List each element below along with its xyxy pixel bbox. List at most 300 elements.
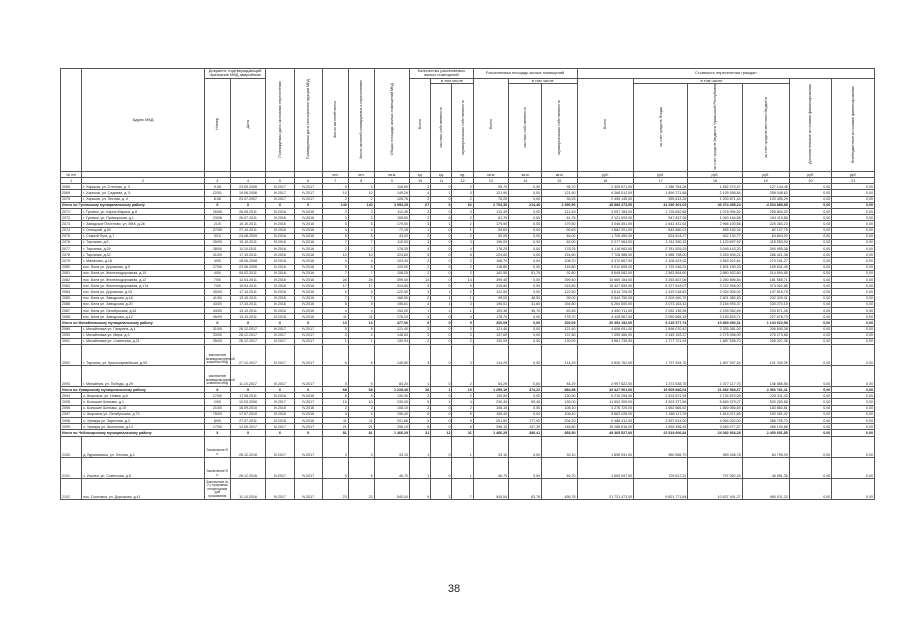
table-cell: 6 (322, 345, 348, 366)
table-cell: пос. Бела ул. Октябрьская, д.61 (82, 307, 205, 313)
resettlement-registry-table (60, 68, 875, 500)
table-cell: 1 120 697,92 (688, 239, 742, 245)
table-cell: IV.2016 (294, 295, 322, 301)
unit-cell: руб. (789, 172, 831, 178)
table-cell: 61,76 (542, 215, 577, 221)
table-cell: IV.2016 (294, 393, 322, 399)
table-cell: 24.08.2009 (230, 233, 265, 239)
column-number-cell: 14 (509, 178, 542, 184)
table-body (61, 184, 875, 499)
table-cell: 9 (452, 320, 473, 326)
table-cell: 315,80 (473, 283, 508, 289)
table-cell: 0,00 (789, 233, 831, 239)
table-cell: 1 (452, 307, 473, 313)
header-total-area: Общая площадь жилых помещений МКД (374, 69, 409, 172)
column-number-cell: 2 (82, 178, 205, 184)
table-cell: 942 132,77 (688, 233, 742, 239)
table-cell: X (294, 320, 322, 326)
table-cell: 399,40 (542, 277, 577, 283)
table-cell: 183 261,02 (742, 411, 789, 417)
table-cell: IV.2017 (266, 399, 294, 405)
table-cell: 884,98 (542, 387, 577, 393)
table-cell: 19.06.2006 (230, 190, 265, 196)
table-cell: 3 263 837,06 (634, 277, 688, 283)
header-address: Адрес МКД (82, 69, 205, 172)
table-cell: 8 (348, 233, 374, 239)
table-cell: IV.2016 (266, 264, 294, 270)
table-cell: 0,00 (789, 215, 831, 221)
table-cell: 5 (348, 289, 374, 295)
table-cell: 232 329,31 (742, 295, 789, 301)
table-cell: 0,00 (789, 190, 831, 196)
table-cell: 0,00 (509, 196, 542, 202)
table-cell: 0,00 (509, 227, 542, 233)
table-cell: 0,00 (789, 252, 831, 258)
table-cell: 0 (431, 252, 452, 258)
table-cell: 41/00 (204, 295, 230, 301)
column-number-cell: 20 (789, 178, 831, 184)
table-cell: 3 (348, 208, 374, 214)
table-cell: Заключение б/н (204, 457, 230, 478)
table-cell: 5 649 082,00 (577, 270, 634, 276)
table-cell: 1 777 721,94 (634, 338, 688, 344)
table-cell: 19 605 846,03 (634, 387, 688, 393)
column-number-cell: 16 (577, 178, 634, 184)
table-cell: 2 (410, 405, 431, 411)
table-cell: 2 (452, 215, 473, 221)
table-cell: г. Заводское Плотново, ул. МКК, д.26 (82, 221, 205, 227)
table-cell: 2079 (61, 258, 82, 264)
table-cell: 196,61 (374, 301, 409, 307)
table-cell: 0,00 (509, 326, 542, 332)
table-cell: 0 (431, 283, 452, 289)
table-cell: 181 565,71 (742, 277, 789, 283)
table-cell: 1 (452, 227, 473, 233)
table-cell: 5 644 750,00 (577, 295, 634, 301)
table-cell: 43,00 (374, 233, 409, 239)
table-cell: 13.10.2011 (230, 314, 265, 320)
table-cell: 137,60 (542, 332, 577, 338)
table-cell: IV.2017 (294, 326, 322, 332)
table-cell: 0 (431, 405, 452, 411)
table-cell: 178,25 (542, 246, 577, 252)
table-cell: X (230, 430, 265, 436)
table-cell: 2 (452, 221, 473, 227)
table-cell: 0,00 (509, 184, 542, 190)
table-cell: 3 (322, 184, 348, 190)
table-cell: 4 (410, 246, 431, 252)
table-cell: 2065 (61, 184, 82, 190)
table-cell: 154,00 (374, 307, 409, 313)
table-cell: 0,00 (789, 345, 831, 366)
table-cell: 2080 (61, 264, 82, 270)
table-cell: 0 (431, 277, 452, 283)
header-area-municipal: муниципальная собственность (542, 84, 577, 172)
table-cell: 95,40 (509, 399, 542, 405)
table-cell: 399,40 (473, 277, 508, 283)
table-cell: д. Вурманкасы, ул. Лесная, д.1 (82, 436, 205, 457)
table-cell: 7/00 (204, 277, 230, 283)
table-cell: 17.10.2011 (230, 252, 265, 258)
table-cell: 3 (410, 345, 431, 366)
table-cell: 5 210 295,00 (577, 393, 634, 399)
unit-cell: руб. (742, 172, 789, 178)
table-cell: 84,29 (542, 366, 577, 387)
table-cell: 4 (348, 332, 374, 338)
table-cell: 46,70 (542, 457, 577, 478)
table-cell: 9/10 (204, 233, 230, 239)
table-cell: 1 452 274,47 (688, 184, 742, 190)
table-cell: 108,70 (542, 258, 577, 264)
column-number-cell: 3 (204, 178, 230, 184)
table-cell: 5 (452, 252, 473, 258)
table-cell: 0,00 (789, 424, 831, 430)
table-cell: X (204, 430, 230, 436)
table-cell: X (266, 202, 294, 208)
table-cell: 41 290 401,03 (634, 202, 688, 208)
table-cell: 1 286 754,08 (634, 184, 688, 190)
table-cell: 148,80 (542, 424, 577, 430)
table-cell: 21 (348, 424, 374, 430)
table-cell: 67 (410, 202, 431, 208)
table-cell: 13.10.2011 (230, 295, 265, 301)
table-cell: 17 (348, 283, 374, 289)
table-cell: 960 011,32 (742, 478, 789, 499)
table-cell: 7 (322, 270, 348, 276)
table-cell: X (294, 202, 322, 208)
table-cell: 2083 (61, 283, 82, 289)
table-cell: 64 803,00 (742, 233, 789, 239)
table-cell: 1 (410, 457, 431, 478)
table-cell: 5 (348, 301, 374, 307)
table-cell: IV.2016 (294, 239, 322, 245)
table-cell: IV.2016 (294, 301, 322, 307)
table-cell: 30,00 (473, 233, 508, 239)
table-cell: 26/06 (204, 208, 230, 214)
table-cell: 214,46 (509, 202, 542, 208)
table-cell: 3 (452, 301, 473, 307)
table-cell: 5 669 379,27 (688, 399, 742, 405)
table-cell: 169 631,49 (742, 264, 789, 270)
table-cell: 390 995,38 (742, 246, 789, 252)
table-cell: 624 514,27 (634, 233, 688, 239)
table-cell: 31 (452, 430, 473, 436)
table-cell: 2 260 896,84 (688, 277, 742, 283)
table-cell: 4 (348, 411, 374, 417)
unit-cell: чел. (348, 172, 374, 178)
table-cell: 0 (431, 332, 452, 338)
table-cell: 1 (452, 457, 473, 478)
table-cell: IV.2016 (294, 289, 322, 295)
column-number-cell: 10 (410, 178, 431, 184)
table-cell: 2 (348, 405, 374, 411)
table-cell: 0 (431, 345, 452, 366)
header-doc-number: Номер (204, 78, 230, 171)
table-cell: 9 488 412,00 (577, 418, 634, 424)
table-cell: IV.2016 (266, 307, 294, 313)
table-cell: 1 228,40 (374, 387, 409, 393)
table-cell: 2 335 381,00 (688, 326, 742, 332)
table-cell: пос. Бела ул. Дорожная, д.9 (82, 264, 205, 270)
table-cell: г. Михайловка ул. Мира, д.3 (82, 332, 205, 338)
table-cell: 2 563 322,61 (688, 258, 742, 264)
table-cell: 5 377 619,07 (634, 283, 688, 289)
header-count-incl: в том числе (431, 78, 473, 83)
table-cell: 2075 (61, 233, 82, 239)
table-row (61, 366, 875, 387)
table-cell: 1 882 201,00 (577, 227, 634, 233)
table-cell: 9 215 377,74 (634, 320, 688, 326)
header-count-total: Всего (410, 78, 431, 171)
table-cell: 0 (431, 411, 452, 417)
table-cell: 1 (348, 338, 374, 344)
table-cell: 10 (348, 252, 374, 258)
table-cell: 6 (348, 345, 374, 366)
table-cell: 178,20 (374, 314, 409, 320)
header-cost-incl: в том числе (634, 78, 790, 83)
table-cell: 7 (322, 295, 348, 301)
table-cell: X (266, 430, 294, 436)
table-cell: 106,40 (542, 411, 577, 417)
table-cell: 0 (431, 227, 452, 233)
table-cell: 112,49 (473, 208, 508, 214)
table-cell: X (204, 320, 230, 326)
header-area-total: Всего (473, 78, 508, 171)
table-cell: 46,70 (473, 457, 508, 478)
table-cell: 183 860,81 (742, 405, 789, 411)
table-cell: 0,00 (789, 227, 831, 233)
table-cell: 0,00 (789, 239, 831, 245)
table-cell: 2 (410, 338, 431, 344)
table-cell: 4 450 711,00 (577, 307, 634, 313)
table-cell: 0,00 (509, 190, 542, 196)
table-cell: X (230, 202, 265, 208)
table-cell: 43/00 (204, 301, 230, 307)
table-cell: 7/00 (204, 283, 230, 289)
table-cell: 2 (452, 184, 473, 190)
table-cell: 26.05.2011 (230, 208, 265, 214)
table-cell: 0,00 (832, 277, 875, 283)
table-cell: IV.2016 (266, 411, 294, 417)
table-cell: 0,00 (789, 184, 831, 190)
table-cell: X (204, 387, 230, 393)
table-cell: 227 678,79 (742, 314, 789, 320)
table-cell: IV.2016 (266, 418, 294, 424)
table-cell: 3 (410, 332, 431, 338)
table-cell: 68 (322, 387, 348, 393)
table-cell: 11 (348, 418, 374, 424)
table-cell: IV.2017 (266, 436, 294, 457)
table-cell: 1 737 494,76 (634, 345, 688, 366)
column-number-cell: 21 (832, 178, 875, 184)
table-cell: 0,00 (509, 283, 542, 289)
unit-cell: ед. (452, 172, 473, 178)
table-cell: 0 (431, 320, 452, 326)
table-row (61, 457, 875, 478)
table-cell: IV.2016 (294, 418, 322, 424)
table-cell: 0 (431, 196, 452, 202)
table-cell: 3 722 948,00 (688, 283, 742, 289)
table-cell: 2 239 362,69 (688, 307, 742, 313)
table-cell: 130,09 (473, 338, 508, 344)
table-cell: IV.2016 (266, 208, 294, 214)
table-cell: 23.06.2006 (230, 264, 265, 270)
table-cell: 275 273,68 (742, 332, 789, 338)
table-cell: 0,00 (832, 399, 875, 405)
table-cell: 12.03.2006 (230, 399, 265, 405)
header-additional-sources: Дополнительные источники финансирования (789, 78, 831, 171)
table-cell: 0,00 (509, 345, 542, 366)
table-cell: 0,00 (789, 399, 831, 405)
table-cell: 3 059 077,37 (688, 424, 742, 430)
table-cell: 122,50 (374, 289, 409, 295)
table-cell: 49 365 527,00 (577, 430, 634, 436)
table-cell: 2087 (61, 307, 82, 313)
table-cell: 0,00 (509, 215, 542, 221)
table-cell: 5 (410, 418, 431, 424)
table-cell: 3 057 169,00 (577, 208, 634, 214)
table-cell: 1 814 071,85 (688, 411, 742, 417)
header-cost-group: Стоимость переселения граждан (577, 69, 875, 79)
table-cell: IV.2016 (294, 283, 322, 289)
table-cell: 0,00 (832, 405, 875, 411)
table-cell: 51,75 (509, 270, 542, 276)
table-cell: пос. Бела ул. Заводская, д.12 (82, 314, 205, 320)
table-cell: 22/01 (204, 190, 230, 196)
table-cell: 1 053 164,58 (688, 215, 742, 221)
table-cell: 9 (410, 283, 431, 289)
table-cell: 146,80 (374, 345, 409, 366)
table-cell: IV.2016 (294, 405, 322, 411)
table-cell: 0,00 (832, 430, 875, 436)
table-cell: 0,00 (832, 264, 875, 270)
table-cell: 130,94 (374, 338, 409, 344)
table-cell: 17.07.2010 (230, 411, 265, 417)
table-cell: 75/00 (204, 411, 230, 417)
table-cell: 1 887 538,70 (688, 338, 742, 344)
table-cell: 17/00 (204, 393, 230, 399)
table-cell: г. Старый Луга, д.7 (82, 233, 205, 239)
unit-cell: чел. (322, 172, 348, 178)
table-cell: 178,70 (473, 314, 508, 320)
column-number-cell: 12 (452, 178, 473, 184)
table-cell: 2099 (61, 424, 82, 430)
table-cell: 3 (410, 326, 431, 332)
table-cell: X (294, 430, 322, 436)
table-cell: 63,46 (542, 307, 577, 313)
table-cell: Итого по Урмарскому муниципальному району (61, 387, 205, 393)
table-cell: 2095 (61, 399, 82, 405)
table-cell: 1 (431, 190, 452, 196)
table-cell: 9-08 (204, 184, 230, 190)
header-cost-republic: за счет средств бюджета Чувашской Республики (688, 84, 742, 172)
table-cell: 2097 (61, 411, 82, 417)
table-cell: IV.2017 (294, 457, 322, 478)
table-cell: IV.2016 (266, 283, 294, 289)
table-cell: 2 050 668,18 (634, 314, 688, 320)
table-cell: 122,50 (473, 289, 508, 295)
table-cell: 1 729 246,22 (634, 264, 688, 270)
table-cell: 127 144,45 (742, 184, 789, 190)
table-cell: 20 394 152,00 (577, 320, 634, 326)
table-row (61, 436, 875, 457)
table-cell: г. Харьков, ул. Степная, д. 3 (82, 184, 205, 190)
table-cell: 3 (452, 239, 473, 245)
table-cell: 4 (322, 411, 348, 417)
table-cell: 112,49 (542, 208, 577, 214)
table-cell: 2 366 781,41 (742, 387, 789, 393)
table-cell: 108,70 (473, 258, 508, 264)
table-cell: 0,00 (832, 270, 875, 276)
table-cell: 960 556,70 (634, 436, 688, 457)
table-cell: 13.09.2017 (230, 424, 265, 430)
table-cell: 11 (322, 314, 348, 320)
table-cell: 28.12.2017 (230, 332, 265, 338)
table-cell: Заключение № 2 о признании непригодным для проживания (206, 479, 229, 498)
table-cell: 3 073 163,42 (634, 301, 688, 307)
table-cell: 5 (348, 326, 374, 332)
table-cell: 28.12.2017 (230, 338, 265, 344)
table-cell: 0 (431, 338, 452, 344)
table-cell: 3 (322, 436, 348, 457)
column-number-cell: 6 (294, 178, 322, 184)
table-cell: 0,00 (509, 233, 542, 239)
table-cell: 0,00 (509, 332, 542, 338)
table-cell: 4 372 667,00 (577, 258, 634, 264)
table-cell: г. Харьков, ул. Лесная, д. 4 (82, 196, 205, 202)
header-area-incl: в том числе (509, 78, 577, 83)
table-cell: 0,00 (789, 264, 831, 270)
table-cell: 4 116 962,00 (577, 246, 634, 252)
table-cell: 0,00 (509, 258, 542, 264)
table-cell: IV.2016 (266, 405, 294, 411)
table-cell: с. Ишлеи, ул. Советская, д.5 (82, 457, 205, 478)
column-number-cell: 5 (266, 178, 294, 184)
table-cell: 4 (348, 307, 374, 313)
table-cell: 0,00 (789, 366, 831, 387)
table-cell: 130,90 (473, 393, 508, 399)
table-cell: 5 (410, 399, 431, 405)
table-cell: 2 (452, 233, 473, 239)
table-cell: 2076 (61, 239, 82, 245)
table-cell: 2 121 093,00 (577, 215, 634, 221)
table-cell: 21 (322, 424, 348, 430)
table-cell: 154,80 (542, 301, 577, 307)
header-residents-total: Число жителей всего (322, 69, 348, 172)
table-cell: 3 (348, 258, 374, 264)
table-cell: 0,00 (832, 320, 875, 326)
table-cell: 162,55 (473, 270, 508, 276)
table-cell: 3 597 614,00 (634, 418, 688, 424)
table-cell: 2 (452, 270, 473, 276)
table-cell: X (266, 320, 294, 326)
table-cell: 72,19 (374, 227, 409, 233)
unit-cell: кв.м (542, 172, 577, 178)
table-cell: 108,10 (374, 405, 409, 411)
table-cell: г. Малахово, д.18 (82, 258, 205, 264)
table-cell: IV.2016 (266, 252, 294, 258)
table-cell: 12 (431, 430, 452, 436)
header-plan-demolition: Планируемая дата сноса/реконструкции МКД (294, 69, 322, 172)
table-cell: 5 (322, 289, 348, 295)
table-cell: 104 119,85 (742, 215, 789, 221)
table-cell: 92,80 (542, 270, 577, 276)
table-cell: 50,63 (542, 227, 577, 233)
table-cell: 7 395 366,00 (577, 332, 634, 338)
table-cell: 2 105 558,84 (688, 190, 742, 196)
table-cell: 1 373 538,75 (634, 366, 688, 387)
header-area-private: частная собственность (509, 84, 542, 172)
